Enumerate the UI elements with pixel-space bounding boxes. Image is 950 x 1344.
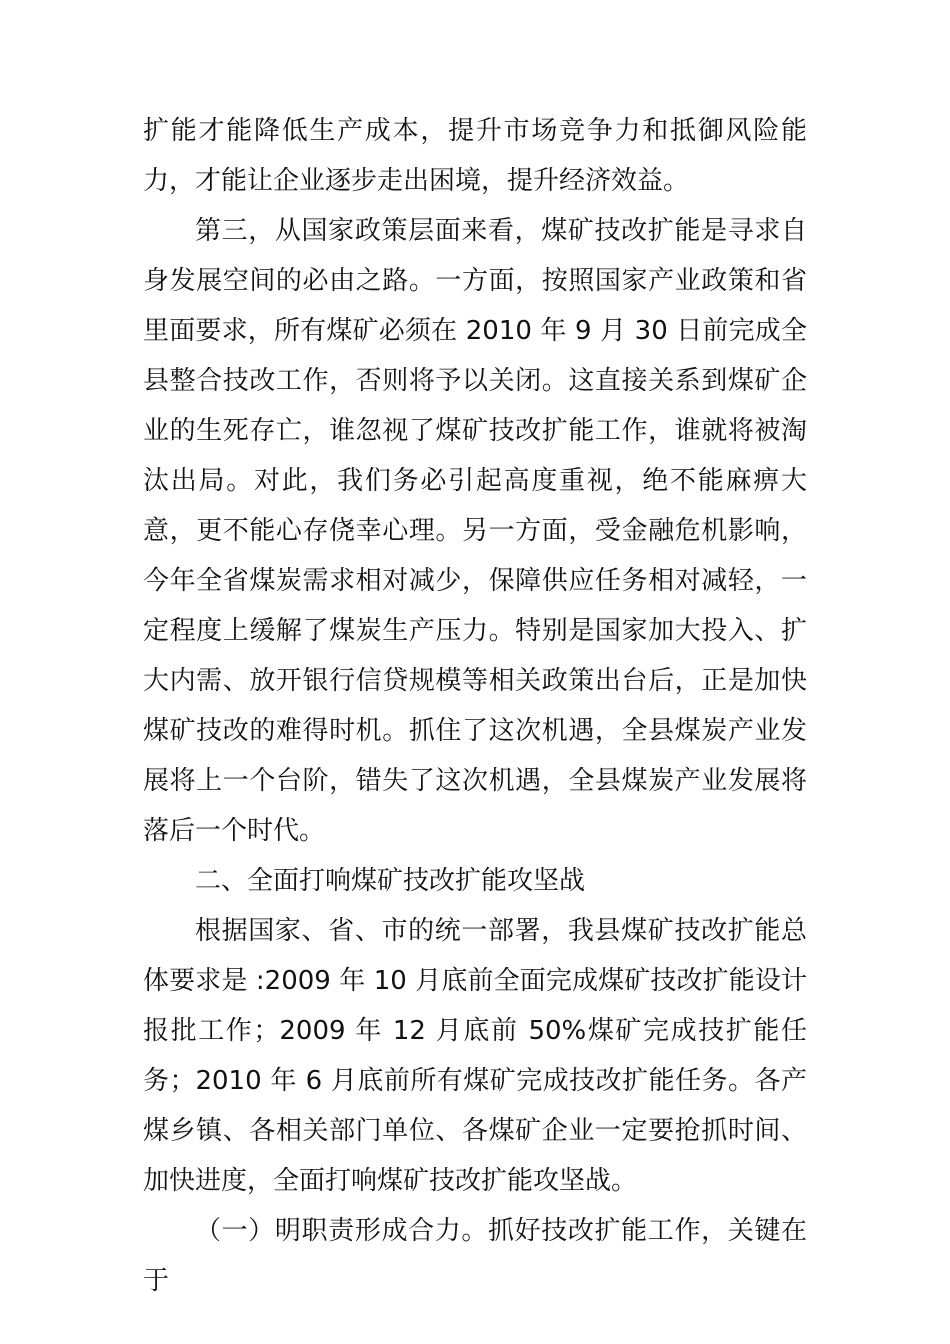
section-heading-2: 二、全面打响煤矿技改扩能攻坚战 [195, 866, 586, 896]
subsection-heading-1: （一）明职责形成合力。抓好技改扩能工作，关键在于 [143, 1216, 807, 1296]
document-body [143, 106, 807, 1306]
paragraph-continuation: 扩能才能降低生产成本，提升市场竞争力和抵御风险能力，才能让企业逐步走出困境，提升经济效益。 [143, 116, 807, 196]
paragraph-overall-requirements: 根据国家、省、市的统一部署，我县煤矿技改扩能总体要求是 :2009 年 10 月底前全面完成煤矿技改扩能设计报批工作；2009 年 12 月底前 50%煤矿完成技扩能任务；2010 年 6 月底前所有煤矿完成技改扩能任务。各产煤乡镇、各相关部门单位、各煤矿企业一定要抢抓时间、加快进度，全面打响煤矿技改扩能攻坚战。 [143, 916, 807, 1196]
paragraph-policy-level: 第三，从国家政策层面来看，煤矿技改扩能是寻求自身发展空间的必由之路。一方面，按照国家产业政策和省里面要求，所有煤矿必须在 2010 年 9 月 30 日前完成全县整合技改工作，否则将予以关闭。这直接关系到煤矿企业的生死存亡，谁忽视了煤矿技改扩能工作，谁就将被淘汰出局。对此，我们务必引起高度重视，绝不能麻痹大意，更不能心存侥幸心理。另一方面，受金融危机影响，今年全省煤炭需求相对减少，保障供应任务相对减轻，一定程度上缓解了煤炭生产压力。特别是国家加大投入、扩大内需、放开银行信贷规模等相关政策出台后，正是加快煤矿技改的难得时机。抓住了这次机遇，全县煤炭产业发展将上一个台阶，错失了这次机遇，全县煤炭产业发展将落后一个时代。 [143, 216, 807, 846]
